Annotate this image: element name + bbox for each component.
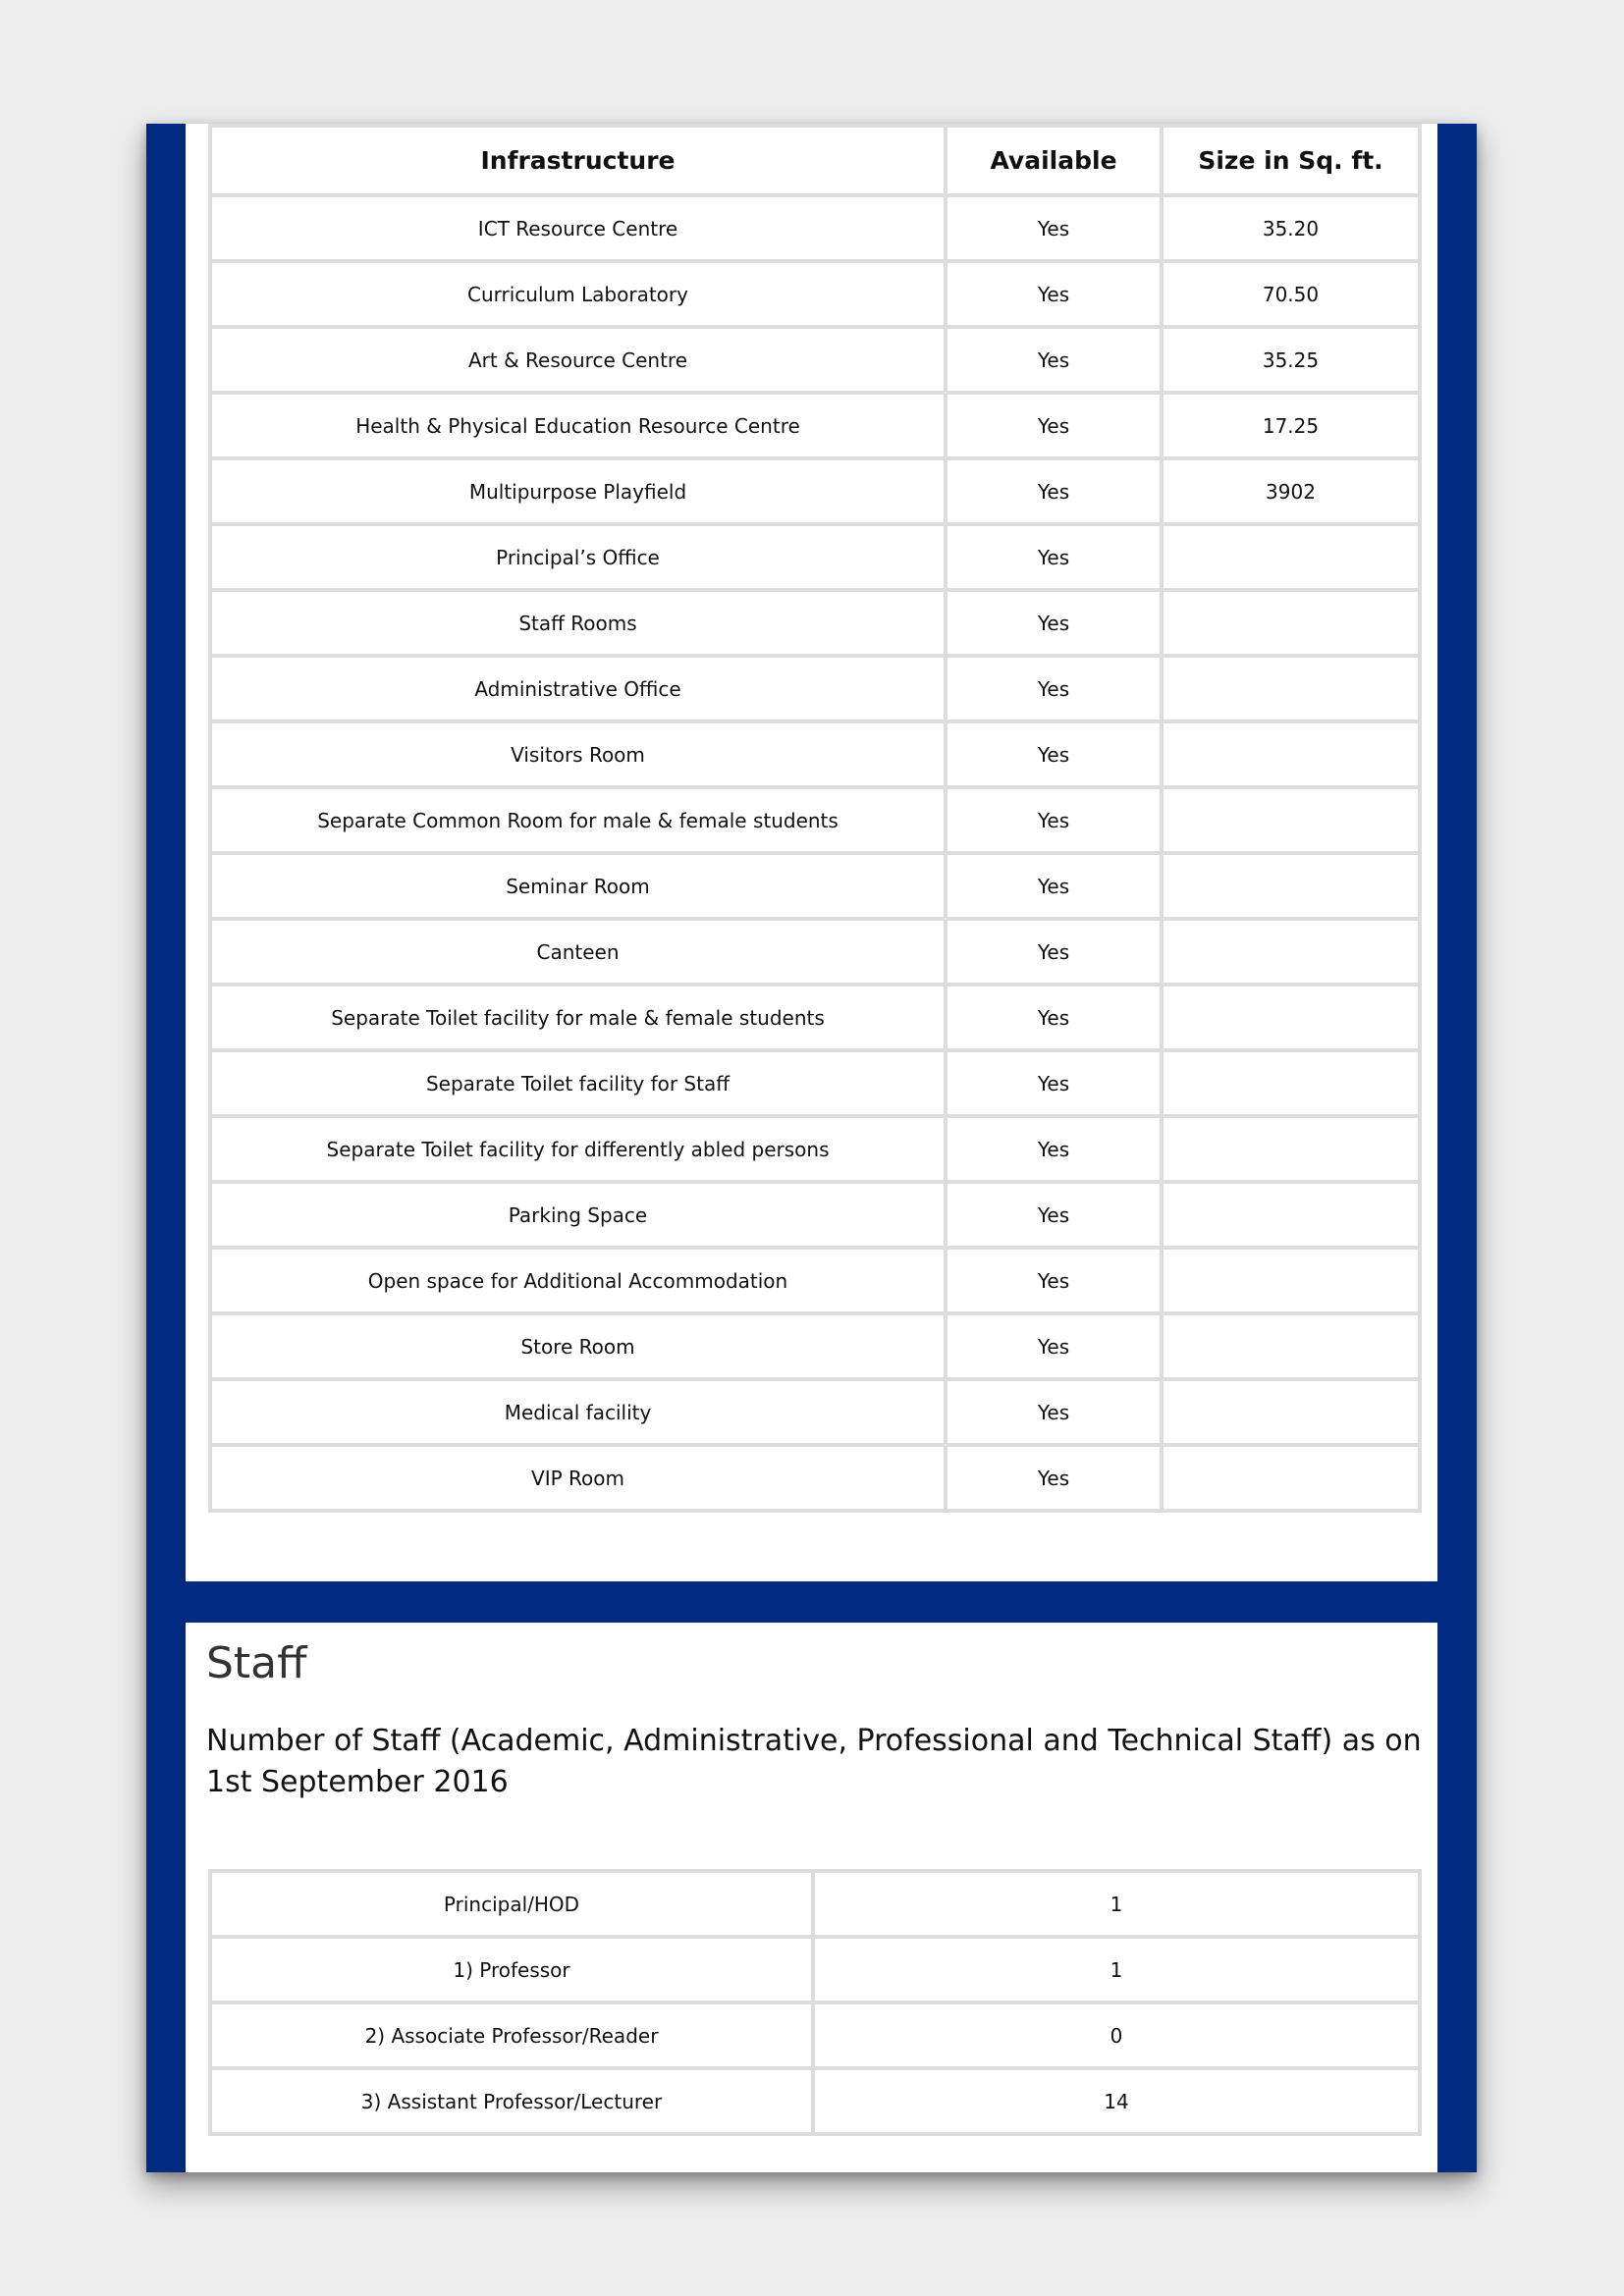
- staff-card: [186, 1623, 1437, 2172]
- available-cell: Yes: [946, 1050, 1162, 1116]
- table-row: [210, 721, 1420, 787]
- table-row: [210, 1937, 1420, 2002]
- available-cell: Yes: [946, 1313, 1162, 1379]
- available-cell: Yes: [946, 1116, 1162, 1182]
- table-row: [210, 1116, 1420, 1182]
- size-cell: [1162, 590, 1420, 656]
- available-cell: Yes: [946, 656, 1162, 721]
- infrastructure-name-cell: Separate Common Room for male & female students: [210, 787, 946, 853]
- infrastructure-name-cell: Administrative Office: [210, 656, 946, 721]
- table-row: [210, 919, 1420, 985]
- table-row: [210, 985, 1420, 1050]
- infrastructure-name-cell: Separate Toilet facility for male & female students: [210, 985, 946, 1050]
- staff-role-cell: Principal/HOD: [210, 1871, 813, 1937]
- available-cell: Yes: [946, 327, 1162, 393]
- table-row: [210, 1871, 1420, 1937]
- staff-count-cell: 0: [813, 2002, 1420, 2068]
- available-cell: Yes: [946, 985, 1162, 1050]
- table-row: [210, 1445, 1420, 1511]
- infrastructure-name-cell: ICT Resource Centre: [210, 195, 946, 261]
- available-cell: Yes: [946, 1445, 1162, 1511]
- infrastructure-name-cell: Medical facility: [210, 1379, 946, 1445]
- staff-section-title: Staff: [206, 1638, 307, 1688]
- staff-count-cell: 14: [813, 2068, 1420, 2134]
- available-cell: Yes: [946, 195, 1162, 261]
- infrastructure-name-cell: Principal’s Office: [210, 524, 946, 590]
- table-row: [210, 1182, 1420, 1248]
- infrastructure-name-cell: Multipurpose Playfield: [210, 458, 946, 524]
- infrastructure-name-cell: VIP Room: [210, 1445, 946, 1511]
- size-cell: [1162, 787, 1420, 853]
- size-cell: [1162, 524, 1420, 590]
- table-row: [210, 458, 1420, 524]
- infrastructure-name-cell: Art & Resource Centre: [210, 327, 946, 393]
- infrastructure-name-cell: Separate Toilet facility for differently abled persons: [210, 1116, 946, 1182]
- size-cell: [1162, 1445, 1420, 1511]
- table-row: [210, 2002, 1420, 2068]
- available-cell: Yes: [946, 393, 1162, 458]
- staff-count-cell: 1: [813, 1871, 1420, 1937]
- table-row: [210, 2068, 1420, 2134]
- staff-role-cell: 3) Assistant Professor/Lecturer: [210, 2068, 813, 2134]
- infrastructure-name-cell: Staff Rooms: [210, 590, 946, 656]
- available-cell: Yes: [946, 787, 1162, 853]
- size-cell: 17.25: [1162, 393, 1420, 458]
- table-row: [210, 393, 1420, 458]
- size-cell: 70.50: [1162, 261, 1420, 327]
- size-cell: [1162, 985, 1420, 1050]
- header-size: Size in Sq. ft.: [1162, 126, 1420, 195]
- staff-count-cell: 1: [813, 1937, 1420, 2002]
- size-cell: [1162, 1050, 1420, 1116]
- table-row: [210, 1313, 1420, 1379]
- size-cell: 35.20: [1162, 195, 1420, 261]
- size-cell: [1162, 1116, 1420, 1182]
- infrastructure-name-cell: Health & Physical Education Resource Centre: [210, 393, 946, 458]
- staff-body: [210, 1871, 1420, 2134]
- header-available: Available: [946, 126, 1162, 195]
- table-row: [210, 327, 1420, 393]
- available-cell: Yes: [946, 590, 1162, 656]
- staff-role-cell: 1) Professor: [210, 1937, 813, 2002]
- size-cell: [1162, 919, 1420, 985]
- table-row: [210, 1050, 1420, 1116]
- infrastructure-name-cell: Canteen: [210, 919, 946, 985]
- available-cell: Yes: [946, 1379, 1162, 1445]
- table-row: [210, 853, 1420, 919]
- staff-table: [208, 1869, 1422, 2136]
- available-cell: Yes: [946, 261, 1162, 327]
- available-cell: Yes: [946, 524, 1162, 590]
- infrastructure-table: [208, 124, 1422, 1513]
- infrastructure-body: [210, 195, 1420, 1511]
- available-cell: Yes: [946, 1182, 1162, 1248]
- infrastructure-name-cell: Visitors Room: [210, 721, 946, 787]
- infrastructure-name-cell: Store Room: [210, 1313, 946, 1379]
- infrastructure-name-cell: Separate Toilet facility for Staff: [210, 1050, 946, 1116]
- available-cell: Yes: [946, 919, 1162, 985]
- size-cell: [1162, 1182, 1420, 1248]
- infrastructure-header-row: [210, 126, 1420, 195]
- size-cell: [1162, 1379, 1420, 1445]
- table-row: [210, 524, 1420, 590]
- page-frame: [146, 124, 1477, 2172]
- size-cell: 35.25: [1162, 327, 1420, 393]
- infrastructure-name-cell: Curriculum Laboratory: [210, 261, 946, 327]
- size-cell: [1162, 853, 1420, 919]
- size-cell: [1162, 721, 1420, 787]
- staff-role-cell: 2) Associate Professor/Reader: [210, 2002, 813, 2068]
- table-row: [210, 590, 1420, 656]
- header-infrastructure: Infrastructure: [210, 126, 946, 195]
- infrastructure-name-cell: Seminar Room: [210, 853, 946, 919]
- size-cell: [1162, 656, 1420, 721]
- available-cell: Yes: [946, 458, 1162, 524]
- available-cell: Yes: [946, 1248, 1162, 1313]
- infrastructure-name-cell: Open space for Additional Accommodation: [210, 1248, 946, 1313]
- size-cell: 3902: [1162, 458, 1420, 524]
- table-row: [210, 261, 1420, 327]
- table-row: [210, 195, 1420, 261]
- size-cell: [1162, 1313, 1420, 1379]
- size-cell: [1162, 1248, 1420, 1313]
- available-cell: Yes: [946, 853, 1162, 919]
- available-cell: Yes: [946, 721, 1162, 787]
- table-row: [210, 787, 1420, 853]
- infrastructure-card: [186, 124, 1437, 1581]
- infrastructure-name-cell: Parking Space: [210, 1182, 946, 1248]
- table-row: [210, 1379, 1420, 1445]
- staff-section-subtitle: Number of Staff (Academic, Administrative, Professional and Technical Staff) as on 1st September 2016: [206, 1724, 1422, 1799]
- table-row: [210, 1248, 1420, 1313]
- table-row: [210, 656, 1420, 721]
